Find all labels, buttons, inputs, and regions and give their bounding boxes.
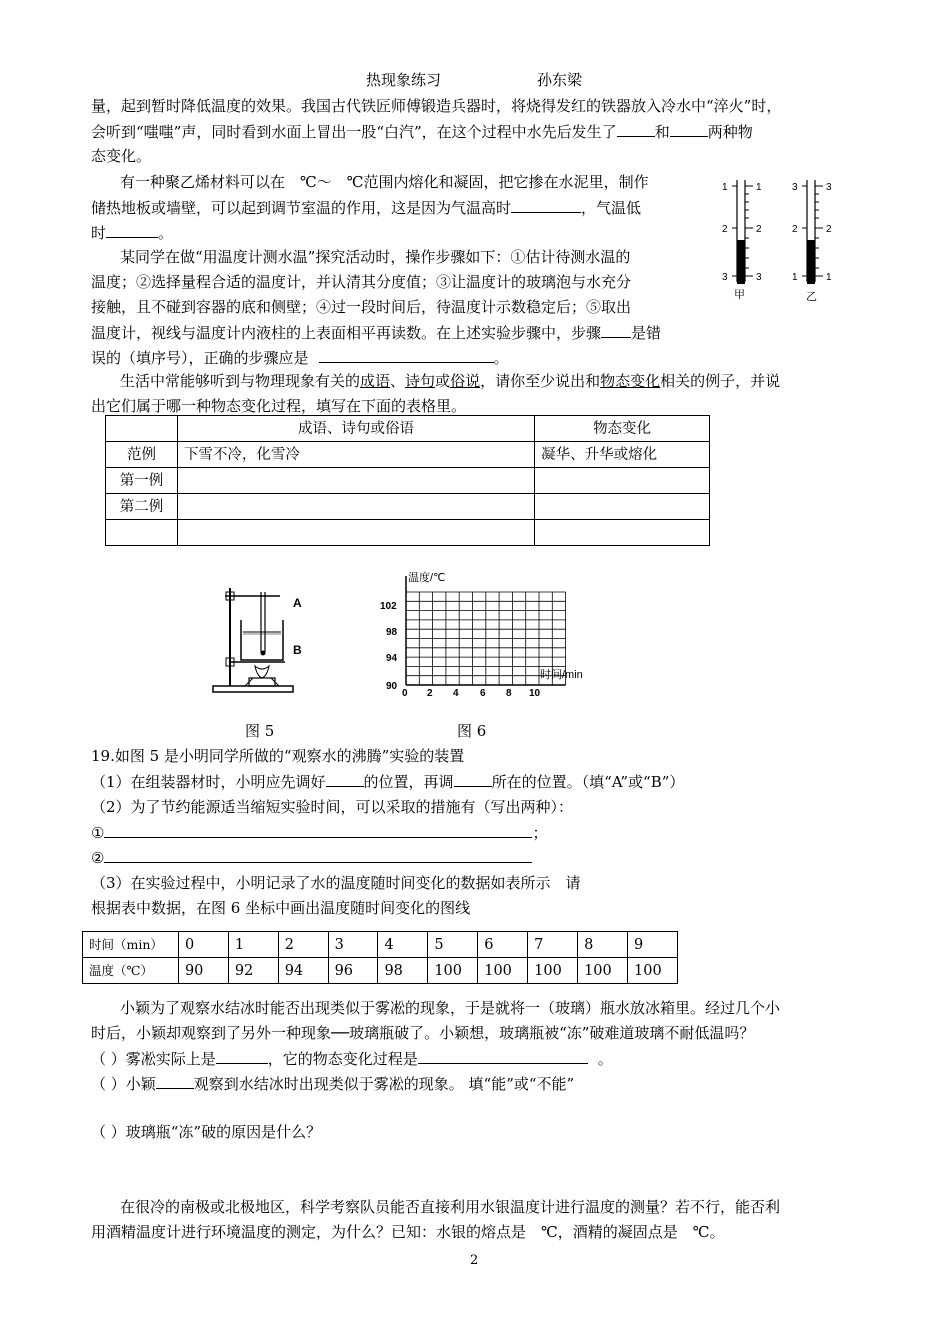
p6-line2: 用酒精温度计进行环境温度的测定，为什么？已知：水银的熔点是 ℃，酒精的凝固点是 ℃。: [91, 1223, 725, 1241]
p4-line1: 生活中常能够听到与物理现象有关的成语、诗句或俗说，请你至少说出和物态变化相关的例子，并说: [120, 372, 781, 390]
temperature-cell: 98: [378, 958, 428, 984]
time-cell: 9: [628, 932, 678, 958]
temperature-cell: 94: [278, 958, 328, 984]
x-tick-0: 0: [402, 688, 408, 699]
y-tick-102: 102: [380, 601, 397, 612]
thermometer-jia: [722, 180, 762, 301]
time-row: [83, 932, 678, 958]
table-row: [106, 520, 710, 546]
x-tick-10: 10: [529, 688, 541, 699]
table-header-cell: [106, 416, 178, 442]
yi-tick-left-3: 3: [792, 182, 798, 193]
p2-line1: 有一种聚乙烯材料可以在 ℃～ ℃范围内熔化和凝固，把它掺在水泥里，制作: [120, 173, 649, 191]
x-tick-8: 8: [506, 688, 512, 699]
temperature-data-table: [82, 931, 678, 984]
grid-xlabel: 时间/min: [540, 669, 583, 681]
p6-line1: 在很冷的南极或北极地区，科学考察队员能否直接利用水银温度计进行温度的测量？若不行，能否利: [120, 1198, 781, 1216]
jia-tick-right-3: 3: [756, 272, 762, 283]
grid-ylabel: 温度/℃: [408, 572, 446, 584]
table-cell[interactable]: [177, 494, 534, 520]
time-cell: 3: [328, 932, 378, 958]
author-name: 孙东梁: [537, 71, 583, 89]
table-row: [106, 494, 710, 520]
temperature-cell: 100: [628, 958, 678, 984]
yi-tick-left-2: 2: [792, 224, 798, 235]
table-header-cell: 成语、诗句或俗语: [177, 416, 534, 442]
p5-line4: （ ）小颖 观察到水结冰时出现类似于雾凇的现象。 填“能”或“不能”: [91, 1075, 575, 1093]
temperature-cell: 100: [528, 958, 578, 984]
boiling-apparatus-figure: [205, 580, 315, 700]
table-cell: 第一例: [106, 468, 178, 494]
q19-answer1: ① ；: [91, 824, 548, 842]
table-cell: 下雪不冷，化雪冷: [177, 442, 534, 468]
yi-tick-left-1: 1: [792, 272, 798, 283]
p3-line4: 温度计，视线与温度计内液柱的上表面相平再读数。在上述实验步骤中，步骤 是错: [91, 324, 662, 342]
table-cell[interactable]: [535, 520, 710, 546]
time-cell: 1: [228, 932, 278, 958]
time-cell: 0: [178, 932, 228, 958]
table-cell: 范例: [106, 442, 178, 468]
q19-part3-line2: 根据表中数据，在图 6 坐标中画出温度随时间变化的图线: [91, 899, 471, 917]
temperature-cell: 96: [328, 958, 378, 984]
p2-line3: 时 。: [91, 224, 174, 242]
thermometer-yi-label: 乙: [806, 291, 817, 303]
table-row: [106, 442, 710, 468]
yi-tick-right-3: 3: [826, 182, 832, 193]
p1-line2: 会听到“嗤嗤”声，同时看到水面上冒出一股“白汽”，在这个过程中水先后发生了 和 两种物: [91, 123, 753, 141]
p3-line5: 误的（填序号），正确的步骤应是 。: [91, 349, 509, 367]
q19-part3-line1: （3）在实验过程中，小明记录了水的温度随时间变化的数据如表所示 请: [91, 874, 581, 892]
time-cell: 7: [528, 932, 578, 958]
temperature-cell: 92: [228, 958, 278, 984]
table-header-row: [106, 416, 710, 442]
time-cell: 8: [578, 932, 628, 958]
p5-line3: （ ）雾凇实际上是 ，它的物态变化过程是 。: [91, 1050, 613, 1068]
p3-line1: 某同学在做“用温度计测水温”探究活动时，操作步骤如下：①估计待测水温的: [120, 248, 631, 266]
time-cell: 2: [278, 932, 328, 958]
table-cell: 第二例: [106, 494, 178, 520]
q19-answer2: ②: [91, 847, 532, 868]
page-title: 热现象练习: [366, 71, 442, 89]
table-cell: 凝华、升华或熔化: [535, 442, 710, 468]
table-cell[interactable]: [177, 468, 534, 494]
thermometer-jia-label: 甲: [734, 289, 745, 301]
p2-line2: 储热地板或墙壁，可以起到调节室温的作用，这是因为气温高时 ，气温低: [91, 199, 642, 217]
jia-tick-right-2: 2: [756, 224, 762, 235]
x-tick-2: 2: [427, 688, 433, 699]
p3-line2: 温度；②选择量程合适的温度计，并认清其分度值；③让温度计的玻璃泡与水充分: [91, 273, 632, 291]
temperature-grid-figure: [372, 568, 602, 703]
figure-5-caption: 图 5: [245, 722, 275, 740]
page-number: 2: [470, 1253, 479, 1268]
temperature-cell: 90: [178, 958, 228, 984]
figure-6-caption: 图 6: [457, 722, 487, 740]
thermometer-yi: [792, 180, 832, 303]
table-header-cell: 物态变化: [535, 416, 710, 442]
p5-line2: 时后，小颖却观察到了另外一种现象──玻璃瓶破了。小颖想，玻璃瓶被“冻”破难道玻璃不耐低温吗？: [91, 1024, 755, 1042]
time-row-label: 时间（min）: [83, 932, 179, 958]
thermometers-figure: [720, 172, 850, 312]
p3-line3: 接触，且不碰到容器的底和侧壁；④过一段时间后，待温度计示数稳定后；⑤取出: [91, 298, 632, 316]
p5-line1: 小颖为了观察水结冰时能否出现类似于雾凇的现象，于是就将一（玻璃）瓶水放冰箱里。经过几个小: [120, 999, 781, 1017]
temperature-cell: 100: [578, 958, 628, 984]
p5-line5: （ ）玻璃瓶“冻”破的原因是什么？: [91, 1123, 322, 1141]
table-cell[interactable]: [177, 520, 534, 546]
jia-tick-right-1: 1: [756, 182, 762, 193]
q19-title: 19.如图 5 是小明同学所做的“观察水的沸腾”实验的装置: [91, 747, 465, 765]
time-cell: 6: [478, 932, 528, 958]
table-row: [106, 468, 710, 494]
p1-line3: 态变化。: [91, 147, 152, 165]
jia-tick-left-1: 1: [722, 182, 728, 193]
time-cell: 5: [428, 932, 478, 958]
y-tick-98: 98: [386, 627, 398, 638]
time-cell: 4: [378, 932, 428, 958]
examples-table: [105, 415, 710, 546]
temperature-cell: 100: [478, 958, 528, 984]
y-tick-90: 90: [386, 681, 398, 692]
jia-tick-left-2: 2: [722, 224, 728, 235]
table-cell[interactable]: [535, 494, 710, 520]
label-b: B: [293, 643, 302, 657]
table-cell[interactable]: [535, 468, 710, 494]
y-tick-94: 94: [386, 653, 398, 664]
x-tick-4: 4: [453, 688, 459, 699]
p4-line2: 出它们属于哪一种物态变化过程，填写在下面的表格里。: [91, 397, 467, 415]
q19-part1: （1）在组装器材时，小明应先调好 的位置，再调 所在的位置。（填“A”或“B”）: [91, 773, 685, 791]
yi-tick-right-1: 1: [826, 272, 832, 283]
p1-line1: 量，起到暂时降低温度的效果。我国古代铁匠师傅锻造兵器时，将烧得发红的铁器放入冷水中“淬火”时，: [91, 97, 782, 115]
temperature-row: [83, 958, 678, 984]
temperature-row-label: 温度（℃）: [83, 958, 179, 984]
table-cell: [106, 520, 178, 546]
label-a: A: [293, 596, 302, 610]
yi-tick-right-2: 2: [826, 224, 832, 235]
q19-part2: （2）为了节约能源适当缩短实验时间，可以采取的措施有（写出两种）：: [91, 798, 574, 816]
jia-tick-left-3: 3: [722, 272, 728, 283]
temperature-cell: 100: [428, 958, 478, 984]
x-tick-6: 6: [480, 688, 486, 699]
